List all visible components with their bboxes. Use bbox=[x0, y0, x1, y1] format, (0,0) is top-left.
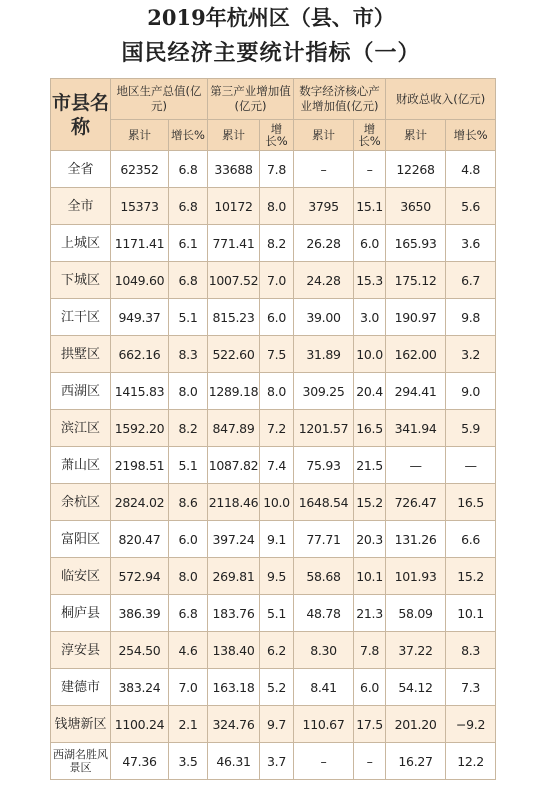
digital-cumulative-header: 累计 bbox=[294, 120, 354, 151]
table-row bbox=[51, 225, 496, 262]
gdp-value-cell: 1171.41 bbox=[111, 225, 169, 262]
fiscal-growth-cell: 12.2 bbox=[446, 743, 496, 780]
tertiary-growth-cell: 5.1 bbox=[260, 595, 294, 632]
digital-value-cell: 48.78 bbox=[294, 595, 354, 632]
tertiary-growth-cell: 8.2 bbox=[260, 225, 294, 262]
digital-growth-cell: 16.5 bbox=[354, 410, 386, 447]
digital-value-cell: 75.93 bbox=[294, 447, 354, 484]
table-body bbox=[51, 151, 496, 780]
gdp-growth-cell: 8.0 bbox=[169, 558, 208, 595]
tertiary-growth-cell: 6.0 bbox=[260, 299, 294, 336]
tertiary-growth-cell: 8.0 bbox=[260, 373, 294, 410]
fiscal-value-cell: 3650 bbox=[386, 188, 446, 225]
fiscal-value-cell: 37.22 bbox=[386, 632, 446, 669]
gdp-value-cell: 47.36 bbox=[111, 743, 169, 780]
table-row bbox=[51, 558, 496, 595]
gdp-value-cell: 949.37 bbox=[111, 299, 169, 336]
region-name-cell: 西湖区 bbox=[51, 373, 111, 410]
region-name-cell: 淳安县 bbox=[51, 632, 111, 669]
digital-value-cell: 110.67 bbox=[294, 706, 354, 743]
tertiary-value-cell: 183.76 bbox=[208, 595, 260, 632]
fiscal-value-cell: 162.00 bbox=[386, 336, 446, 373]
fiscal-growth-cell: 15.2 bbox=[446, 558, 496, 595]
gdp-growth-cell: 8.6 bbox=[169, 484, 208, 521]
region-name-cell: 临安区 bbox=[51, 558, 111, 595]
digital-value-cell: 77.71 bbox=[294, 521, 354, 558]
digital-growth-cell: 21.3 bbox=[354, 595, 386, 632]
tertiary-growth-cell: 8.0 bbox=[260, 188, 294, 225]
gdp-growth-cell: 6.8 bbox=[169, 262, 208, 299]
tertiary-value-cell: 1007.52 bbox=[208, 262, 260, 299]
digital-growth-cell: 3.0 bbox=[354, 299, 386, 336]
digital-value-cell: 1648.54 bbox=[294, 484, 354, 521]
tertiary-value-cell: 1289.18 bbox=[208, 373, 260, 410]
gdp-growth-cell: 6.1 bbox=[169, 225, 208, 262]
tertiary-value-cell: 163.18 bbox=[208, 669, 260, 706]
digital-value-cell: 1201.57 bbox=[294, 410, 354, 447]
table-row bbox=[51, 521, 496, 558]
digital-growth-cell: 7.8 bbox=[354, 632, 386, 669]
table-row bbox=[51, 743, 496, 780]
fiscal-header: 财政总收入(亿元) bbox=[386, 79, 496, 120]
fiscal-cumulative-header: 累计 bbox=[386, 120, 446, 151]
table-row bbox=[51, 373, 496, 410]
gdp-growth-cell: 6.0 bbox=[169, 521, 208, 558]
digital-growth-cell: 6.0 bbox=[354, 669, 386, 706]
region-name-cell: 下城区 bbox=[51, 262, 111, 299]
gdp-value-cell: 386.39 bbox=[111, 595, 169, 632]
fiscal-value-cell: 294.41 bbox=[386, 373, 446, 410]
digital-value-cell: 31.89 bbox=[294, 336, 354, 373]
region-name-cell: 钱塘新区 bbox=[51, 706, 111, 743]
fiscal-growth-cell: 3.2 bbox=[446, 336, 496, 373]
fiscal-value-cell: 190.97 bbox=[386, 299, 446, 336]
gdp-value-cell: 662.16 bbox=[111, 336, 169, 373]
tertiary-value-cell: 269.81 bbox=[208, 558, 260, 595]
digital-value-cell: 3795 bbox=[294, 188, 354, 225]
table-row bbox=[51, 188, 496, 225]
tertiary-value-cell: 397.24 bbox=[208, 521, 260, 558]
fiscal-growth-cell: 4.8 bbox=[446, 151, 496, 188]
region-name-cell: 上城区 bbox=[51, 225, 111, 262]
digital-growth-cell: 6.0 bbox=[354, 225, 386, 262]
table-row bbox=[51, 706, 496, 743]
fiscal-value-cell: — bbox=[386, 447, 446, 484]
digital-value-cell: 26.28 bbox=[294, 225, 354, 262]
tertiary-value-cell: 10172 bbox=[208, 188, 260, 225]
fiscal-growth-cell: 9.8 bbox=[446, 299, 496, 336]
digital-value-cell: 309.25 bbox=[294, 373, 354, 410]
tertiary-value-cell: 1087.82 bbox=[208, 447, 260, 484]
tertiary-growth-cell: 7.2 bbox=[260, 410, 294, 447]
gdp-value-cell: 1415.83 bbox=[111, 373, 169, 410]
tertiary-growth-cell: 9.7 bbox=[260, 706, 294, 743]
region-name-cell: 拱墅区 bbox=[51, 336, 111, 373]
fiscal-value-cell: 101.93 bbox=[386, 558, 446, 595]
tertiary-value-cell: 324.76 bbox=[208, 706, 260, 743]
tertiary-growth-header: 增长% bbox=[260, 120, 294, 151]
tertiary-header: 第三产业增加值(亿元) bbox=[208, 79, 294, 120]
tertiary-value-cell: 2118.46 bbox=[208, 484, 260, 521]
table-row bbox=[51, 336, 496, 373]
tertiary-growth-cell: 10.0 bbox=[260, 484, 294, 521]
fiscal-value-cell: 16.27 bbox=[386, 743, 446, 780]
digital-growth-cell: 15.3 bbox=[354, 262, 386, 299]
digital-growth-cell: 20.3 bbox=[354, 521, 386, 558]
table-row bbox=[51, 484, 496, 521]
gdp-value-cell: 2824.02 bbox=[111, 484, 169, 521]
tertiary-value-cell: 815.23 bbox=[208, 299, 260, 336]
gdp-value-cell: 1592.20 bbox=[111, 410, 169, 447]
table-row bbox=[51, 669, 496, 706]
fiscal-growth-header: 增长% bbox=[446, 120, 496, 151]
fiscal-growth-cell: 16.5 bbox=[446, 484, 496, 521]
region-name-cell: 萧山区 bbox=[51, 447, 111, 484]
fiscal-growth-cell: 3.6 bbox=[446, 225, 496, 262]
table-row bbox=[51, 595, 496, 632]
fiscal-growth-cell: −9.2 bbox=[446, 706, 496, 743]
gdp-value-cell: 820.47 bbox=[111, 521, 169, 558]
tertiary-value-cell: 138.40 bbox=[208, 632, 260, 669]
gdp-header: 地区生产总值(亿元) bbox=[111, 79, 208, 120]
region-name-cell: 全省 bbox=[51, 151, 111, 188]
gdp-growth-cell: 3.5 bbox=[169, 743, 208, 780]
tertiary-growth-cell: 9.1 bbox=[260, 521, 294, 558]
fiscal-value-cell: 131.26 bbox=[386, 521, 446, 558]
tertiary-growth-cell: 7.4 bbox=[260, 447, 294, 484]
tertiary-growth-cell: 7.8 bbox=[260, 151, 294, 188]
gdp-growth-cell: 8.2 bbox=[169, 410, 208, 447]
fiscal-growth-cell: 5.9 bbox=[446, 410, 496, 447]
gdp-growth-cell: 6.8 bbox=[169, 595, 208, 632]
fiscal-growth-cell: 6.6 bbox=[446, 521, 496, 558]
tertiary-value-cell: 522.60 bbox=[208, 336, 260, 373]
tertiary-value-cell: 847.89 bbox=[208, 410, 260, 447]
region-name-cell: 富阳区 bbox=[51, 521, 111, 558]
fiscal-value-cell: 726.47 bbox=[386, 484, 446, 521]
region-header: 市县名称 bbox=[51, 79, 111, 151]
region-name-cell: 建德市 bbox=[51, 669, 111, 706]
tertiary-value-cell: 771.41 bbox=[208, 225, 260, 262]
digital-value-cell: 8.30 bbox=[294, 632, 354, 669]
digital-growth-cell: 15.1 bbox=[354, 188, 386, 225]
fiscal-growth-cell: 7.3 bbox=[446, 669, 496, 706]
digital-value-cell: 8.41 bbox=[294, 669, 354, 706]
table-row bbox=[51, 262, 496, 299]
region-name-cell: 滨江区 bbox=[51, 410, 111, 447]
digital-growth-cell: 20.4 bbox=[354, 373, 386, 410]
gdp-growth-cell: 5.1 bbox=[169, 447, 208, 484]
table-row bbox=[51, 151, 496, 188]
gdp-growth-cell: 6.8 bbox=[169, 151, 208, 188]
statistics-table bbox=[50, 78, 496, 780]
gdp-value-cell: 572.94 bbox=[111, 558, 169, 595]
digital-growth-cell: 21.5 bbox=[354, 447, 386, 484]
fiscal-growth-cell: 6.7 bbox=[446, 262, 496, 299]
tertiary-value-cell: 33688 bbox=[208, 151, 260, 188]
gdp-growth-cell: 5.1 bbox=[169, 299, 208, 336]
digital-value-cell: 24.28 bbox=[294, 262, 354, 299]
digital-value-cell: 58.68 bbox=[294, 558, 354, 595]
fiscal-value-cell: 58.09 bbox=[386, 595, 446, 632]
fiscal-value-cell: 12268 bbox=[386, 151, 446, 188]
tertiary-growth-cell: 6.2 bbox=[260, 632, 294, 669]
gdp-growth-header: 增长% bbox=[169, 120, 208, 151]
fiscal-growth-cell: 5.6 bbox=[446, 188, 496, 225]
tertiary-growth-cell: 3.7 bbox=[260, 743, 294, 780]
fiscal-growth-cell: 10.1 bbox=[446, 595, 496, 632]
gdp-growth-cell: 8.3 bbox=[169, 336, 208, 373]
digital-growth-header: 增长% bbox=[354, 120, 386, 151]
fiscal-value-cell: 201.20 bbox=[386, 706, 446, 743]
tertiary-cumulative-header: 累计 bbox=[208, 120, 260, 151]
digital-value-cell: 39.00 bbox=[294, 299, 354, 336]
digital-value-cell: – bbox=[294, 743, 354, 780]
gdp-cumulative-header: 累计 bbox=[111, 120, 169, 151]
gdp-value-cell: 1049.60 bbox=[111, 262, 169, 299]
fiscal-value-cell: 175.12 bbox=[386, 262, 446, 299]
region-name-cell: 西湖名胜风景区 bbox=[51, 743, 111, 780]
gdp-value-cell: 62352 bbox=[111, 151, 169, 188]
page-title: 2019年杭州区（县、市） bbox=[147, 5, 395, 30]
fiscal-value-cell: 341.94 bbox=[386, 410, 446, 447]
digital-growth-cell: – bbox=[354, 743, 386, 780]
digital-header: 数字经济核心产业增加值(亿元) bbox=[294, 79, 386, 120]
gdp-growth-cell: 4.6 bbox=[169, 632, 208, 669]
tertiary-growth-cell: 7.0 bbox=[260, 262, 294, 299]
page-subtitle: 国民经济主要统计指标（一） bbox=[121, 40, 421, 66]
gdp-growth-cell: 2.1 bbox=[169, 706, 208, 743]
digital-growth-cell: 10.1 bbox=[354, 558, 386, 595]
tertiary-growth-cell: 7.5 bbox=[260, 336, 294, 373]
fiscal-growth-cell: 8.3 bbox=[446, 632, 496, 669]
fiscal-growth-cell: — bbox=[446, 447, 496, 484]
tertiary-growth-cell: 9.5 bbox=[260, 558, 294, 595]
digital-growth-cell: 15.2 bbox=[354, 484, 386, 521]
table-row bbox=[51, 632, 496, 669]
region-name-cell: 江干区 bbox=[51, 299, 111, 336]
gdp-value-cell: 15373 bbox=[111, 188, 169, 225]
gdp-value-cell: 254.50 bbox=[111, 632, 169, 669]
gdp-growth-cell: 8.0 bbox=[169, 373, 208, 410]
digital-growth-cell: – bbox=[354, 151, 386, 188]
fiscal-value-cell: 165.93 bbox=[386, 225, 446, 262]
digital-value-cell: – bbox=[294, 151, 354, 188]
table-row bbox=[51, 299, 496, 336]
digital-growth-cell: 17.5 bbox=[354, 706, 386, 743]
region-name-cell: 全市 bbox=[51, 188, 111, 225]
fiscal-growth-cell: 9.0 bbox=[446, 373, 496, 410]
gdp-growth-cell: 6.8 bbox=[169, 188, 208, 225]
fiscal-value-cell: 54.12 bbox=[386, 669, 446, 706]
tertiary-value-cell: 46.31 bbox=[208, 743, 260, 780]
gdp-growth-cell: 7.0 bbox=[169, 669, 208, 706]
table-row bbox=[51, 447, 496, 484]
tertiary-growth-cell: 5.2 bbox=[260, 669, 294, 706]
gdp-value-cell: 1100.24 bbox=[111, 706, 169, 743]
region-name-cell: 桐庐县 bbox=[51, 595, 111, 632]
gdp-value-cell: 2198.51 bbox=[111, 447, 169, 484]
digital-growth-cell: 10.0 bbox=[354, 336, 386, 373]
table-row bbox=[51, 410, 496, 447]
region-name-cell: 余杭区 bbox=[51, 484, 111, 521]
gdp-value-cell: 383.24 bbox=[111, 669, 169, 706]
